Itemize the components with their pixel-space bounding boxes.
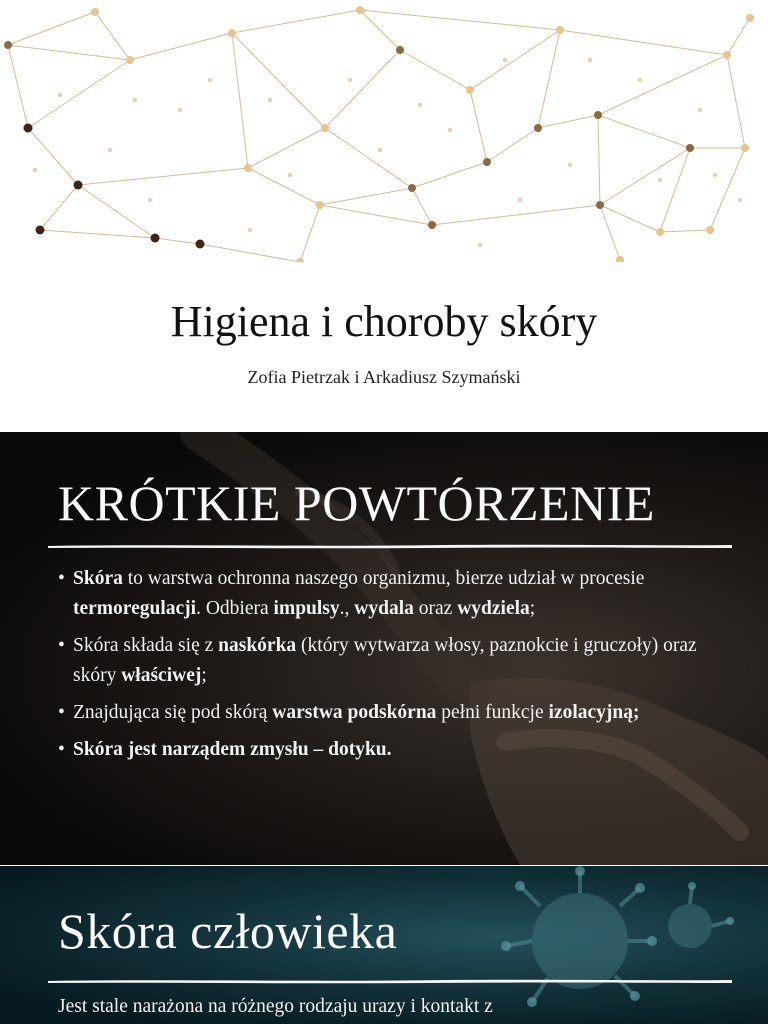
bullet-emphasis: izolacyjną; bbox=[548, 702, 640, 723]
skin-heading: Skóra człowieka bbox=[58, 903, 398, 959]
bullet-text: . Odbiera bbox=[196, 598, 274, 619]
summary-slide bbox=[0, 432, 768, 865]
summary-heading: KRÓTKIE POWTÓRZENIE bbox=[58, 475, 655, 531]
title-slide bbox=[0, 0, 768, 432]
bullet-emphasis: warstwa podskórna bbox=[272, 702, 437, 723]
bullet-emphasis: impulsy bbox=[273, 598, 340, 619]
bullet-emphasis: właściwej bbox=[121, 665, 202, 686]
bullet-text: oraz bbox=[413, 598, 458, 619]
bullet-text: Skóra składa się z bbox=[73, 635, 219, 656]
skin-slide bbox=[0, 866, 768, 1024]
bullet-text: ; bbox=[201, 665, 207, 686]
bullet-emphasis: Skóra jest narządem zmysłu – dotyku. bbox=[73, 739, 392, 760]
bullet-emphasis: naskórka bbox=[218, 635, 297, 656]
bullet-text: Znajdująca się pod skórą bbox=[73, 702, 273, 723]
bullet-emphasis: wydziela bbox=[457, 598, 530, 619]
bullet-dot-icon: • bbox=[58, 635, 65, 656]
summary-bullet-item bbox=[58, 564, 698, 624]
summary-bullet-list bbox=[58, 564, 698, 772]
bullet-emphasis: wydala bbox=[354, 598, 414, 619]
summary-bullet-item bbox=[58, 631, 698, 691]
bullet-emphasis: termoregulacji bbox=[73, 598, 197, 619]
skin-body-text: Jest stale narażona na różnego rodzaju urazy i kontakt z bbox=[58, 996, 493, 1017]
presentation-title: Higiena i choroby skóry bbox=[170, 297, 598, 346]
summary-bullet-item bbox=[58, 698, 698, 728]
bullet-text: ; bbox=[529, 598, 536, 619]
bullet-text: ., bbox=[339, 598, 355, 619]
bullet-text: to warstwa ochronna naszego organizmu, bierze udział w procesie bbox=[122, 568, 645, 589]
skin-heading-underline bbox=[46, 977, 734, 985]
bullet-dot-icon: • bbox=[58, 739, 65, 760]
bullet-text: pełni funkcje bbox=[436, 702, 549, 723]
bullet-dot-icon: • bbox=[58, 702, 65, 723]
summary-bullet-item bbox=[58, 735, 698, 765]
network-pattern-image bbox=[0, 0, 768, 262]
presentation-authors: Zofia Pietrzak i Arkadiusz Szymański bbox=[247, 367, 521, 387]
bullet-emphasis: Skóra bbox=[73, 568, 123, 589]
bullet-text: (który wytwarza włosy, paznokcie i gruczoły) oraz skóry bbox=[73, 635, 697, 686]
heading-underline bbox=[46, 542, 734, 550]
bullet-dot-icon: • bbox=[58, 568, 65, 589]
